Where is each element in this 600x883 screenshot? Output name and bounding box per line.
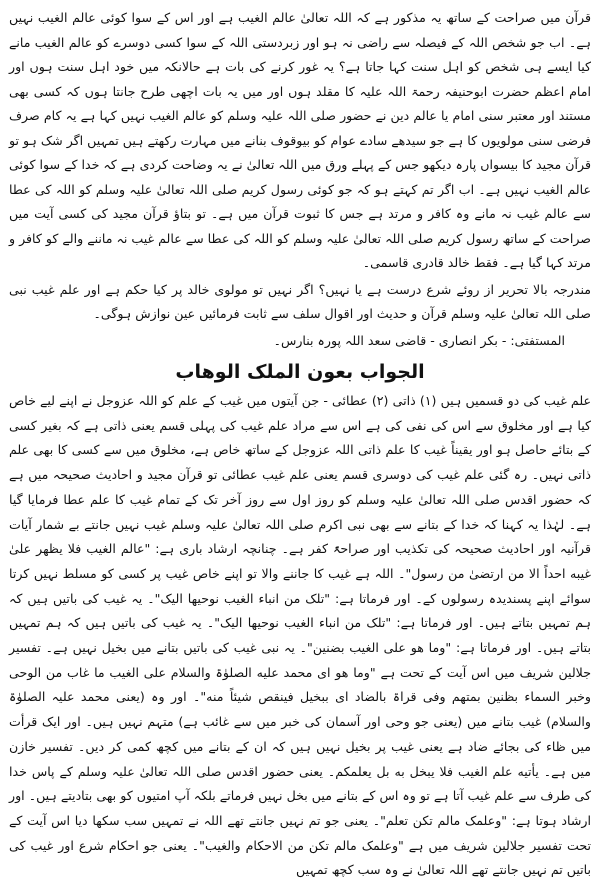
question-request-paragraph: مندرجہ بالا تحریر از روئے شرع درست ہے یا نہیں؟ اگر نہیں تو مولوی خالد پر کیا حکم ہے اور علم غیب نبی صلی اللہ تعالیٰ علیہ وسلم قرآن و حدیث اور اقوال سلف سے ثابت فرمائیں عین نوازش ہوگی۔ [9, 281, 591, 321]
questioner-signature: المستفتی: - بکر انصاری - قاضی سعد اللہ پورہ بنارس۔ [273, 332, 565, 348]
answer-heading: الجواب بعون الملک الوهاب [175, 361, 425, 383]
question-paragraph: قرآن میں صراحت کے ساتھ یہ مذکور ہے کہ اللہ تعالیٰ عالم الغیب ہے اور اس کے سوا کوئی عالم الغیب نہیں ہے۔ اب جو شخص اللہ کے فیصلہ سے راضی نہ ہو اور زبردستی اللہ کے سوا کسی دوسرے کو عالم الغیب مانے کیا ایسے ہی شخص کو اہل سنت کہا جاتا ہے؟ یہ غور کرنے کی بات ہے حالانکہ میں خود اہل سنت ہوں اور امام اعظم حضرت ابوحنیفہ رحمۃ اللہ علیہ کا مقلد ہوں اور میں یہ بات اچھی طرح جانتا ہوں کہ کسی بھی مستند اور معتبر سنی امام یا عالم دین نے حضور صلی اللہ علیہ وسلم کو عالم الغیب نہیں کہا ہے یہ کام صرف فرضی سنی مولویوں کا ہے جو سیدھے سادے عوام کو بیوقوف بنانے میں مہارت رکھتے ہیں تمہیں اگر شک ہو تو قرآن مجید کا بیسواں پارہ دیکھو جس کے پہلے ورق میں اللہ تعالیٰ نے یہ وضاحت کردی ہے کہ خدا کے سوا کوئی عالم الغیب نہیں ہے۔ اب اگر تم کہتے ہو کہ جو کوئی رسول کریم صلی اللہ تعالیٰ علیہ وسلم کو اللہ کی عطا سے عالم غیب نہ مانے وہ کافر و مرتد ہے جس کا ثبوت قرآن میں ہے۔ تو بتاؤ قرآن مجید کی کسی آیت میں صراحت کے ساتھ رسول کریم صلی اللہ تعالیٰ علیہ وسلم کو اللہ کی عطا سے عالم غیب نہ ماننے والے کو کافر و مرتد کہا گیا ہے۔ فقط خالد قادری قاسمی۔ [9, 10, 591, 270]
answer-body: علم غیب کی دو قسمیں ہیں (۱) ذاتی (۲) عطائی - جن آیتوں میں غیب کے علم کو اللہ عزوجل نے اپنے لیے خاص کیا ہے اور مخلوق سے اس کی نفی کی ہے اس سے مراد علم غیب کی پہلی قسم یعنی ذاتی ہے کہ بغیر کسی کے بتائے حاصل ہو اور یقیناً غیب کا علم ذاتی اللہ عزوجل کے ساتھ خاص ہے، مخلوق میں سے کسی کا بھی علم ذاتی نہیں۔ رہ گئی علم غیب کی دوسری قسم یعنی علم غیب عطائی تو قرآن مجید و احادیث صحیحہ میں ہے کہ حضور اقدس صلی اللہ تعالیٰ علیہ وسلم کو روز اول سے روز آخر تک کے تمام غیب کا علم عطا فرمایا گیا ہے۔ لہٰذا یہ کہنا کہ خدا کے بتانے سے بھی نبی اکرم صلی اللہ تعالیٰ علیہ وسلم غیب نہیں جانتے بے شمار آیات قرآنیہ اور احادیث صحیحہ کی تکذیب اور صراحۃً کفر ہے۔ چنانچہ ارشاد باری ہے: "عالم الغیب فلا یظهر علیٰ غیبه احداً الا من ارتضیٰ من رسول"۔ اللہ ہے غیب کا جاننے والا تو اپنے خاص غیب پر کسی کو مسلط نہیں کرتا سوائے اپنے پسندیدہ رسولوں کے۔ اور فرماتا ہے: "تلک من انباء الغیب نوحیها الیک"۔ یہ غیب کی باتیں ہیں کہ ہم تمہیں بتاتے ہیں۔ اور فرماتا ہے: "تلک من انباء الغیب نوحیها الیک"۔ یہ غیب کی باتیں ہیں کہ ہم تمہیں بتاتے ہیں۔ اور فرماتا ہے: "وما هو علی الغیب بضنین"۔ یہ نبی غیب کی باتیں بتانے میں بخیل نہیں ہے۔ تفسیر جلالین شریف میں اس آیت کے تحت ہے "وما هو ای محمد علیه الصلوٰۃ والسلام علی الغیب ما غاب من الوحی وخبر السماء بظنین بمتهم وفی قراۃ بالضاد ای ببخیل فینقص شیئاً منه"۔ اور وہ (یعنی محمد علیہ الصلوٰۃ والسلام) غیب بتانے میں (یعنی جو وحی اور آسمان کی خبر میں سے غائب ہے) متہم نہیں ہیں۔ اور ایک قرأت میں ظاء کی بجائے ضاد ہے یعنی غیب پر بخیل نہیں ہیں کہ ان کے بتانے میں کچھ کمی کر دیں۔ تفسیر خازن میں ہے۔ یأتیه علم الغیب فلا یبخل به بل یعلمکم۔ یعنی حضور اقدس صلی اللہ تعالیٰ علیہ وسلم کے پاس خدا کی طرف سے علم غیب آتا ہے تو وہ اس کے بتانے میں بخل نہیں فرماتے بلکہ آپ امتیوں کو بھی بتادیتے ہیں۔ اور ارشاد ہوتا ہے: "وعلمک مالم تکن تعلم"۔ یعنی جو تم نہیں جانتے تھے اللہ نے تمہیں سب سکھا دیا اس آیت کے تحت تفسیر جلالین شریف میں ہے "وعلمک مالم تکن من الاحکام والغیب"۔ یعنی جو احکام شرع اور غیب کی باتیں تم نہیں جانتے تھے اللہ تعالیٰ نے وہ سب کچھ تمہیں [9, 393, 592, 878]
